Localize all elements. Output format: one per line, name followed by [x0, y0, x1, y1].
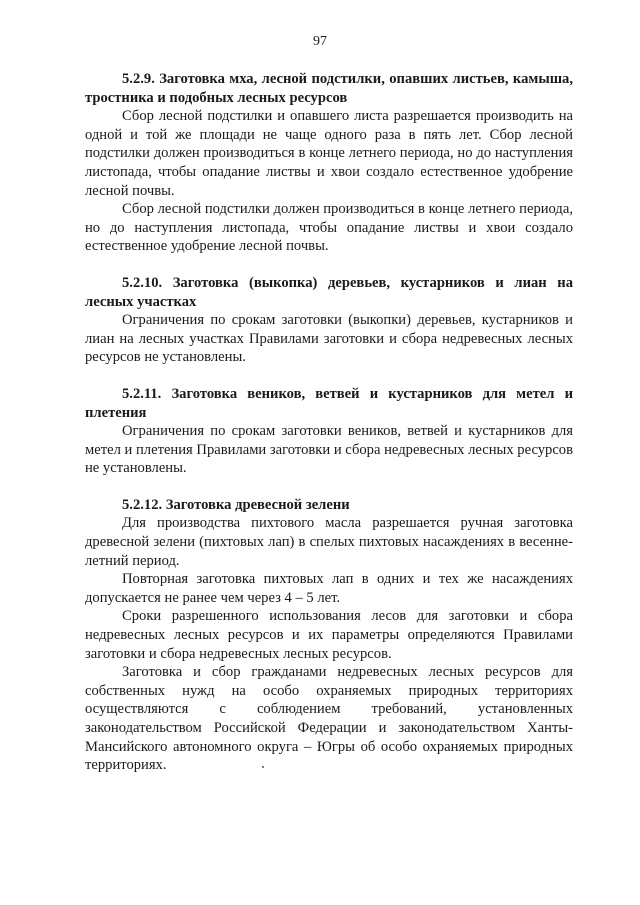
section-5-2-10: [85, 274, 573, 367]
paragraph: Для производства пихтового масла разрешается ручная заготовка древесной зелени (пихтовых лап) в спелых пихтовых насаждениях в весенне-летний период.: [85, 515, 573, 569]
paragraph: Заготовка и сбор гражданами недревесных лесных ресурсов для собственных нужд на особо охраняемых природных территориях осуществляются с соблюдением требований, установленных законодательством Российской Федерации и законодательством Ханты-Мансийского автономного округа – Югры об особо охраняемых природных территориях.: [85, 664, 573, 774]
section-5-2-11: [85, 385, 573, 478]
paragraph: Сбор лесной подстилки должен производиться в конце летнего периода, но до наступления листопада, чтобы опадание листвы и хвои создало естественное удобрение лесной почвы.: [85, 201, 573, 255]
document-body: [85, 70, 573, 775]
paragraph: Ограничения по срокам заготовки веников, ветвей и кустарников для метел и плетения Правилами заготовки и сбора недревесных лесных ресурсов не установлены.: [85, 423, 573, 477]
section-heading: 5.2.10. Заготовка (выкопка) деревьев, кустарников и лиан на лесных участках: [85, 274, 573, 310]
paragraph: Сроки разрешенного использования лесов для заготовки и сбора недревесных лесных ресурсов и их параметры определяются Правилами заготовки и сбора недревесных лесных ресурсов.: [85, 608, 573, 662]
paragraph: Сбор лесной подстилки и опавшего листа разрешается производить на одной и той же площади не чаще одного раза в пять лет. Сбор лесной подстилки должен производиться в конце летнего периода, но до наступления листопада, чтобы опадание листвы и хвои создало естественное удобрение лесной почвы.: [85, 108, 573, 199]
page-number: 97: [313, 34, 327, 49]
section-heading: 5.2.11. Заготовка веников, ветвей и кустарников для метел и плетения: [85, 385, 573, 421]
section-heading: 5.2.12. Заготовка древесной зелени: [122, 496, 350, 513]
section-5-2-12: [85, 496, 573, 775]
scan-speck: [262, 766, 264, 768]
section-heading: 5.2.9. Заготовка мха, лесной подстилки, опавших листьев, камыша, тростника и подобных лесных ресурсов: [85, 71, 573, 106]
paragraph: Повторная заготовка пихтовых лап в одних и тех же насаждениях допускается не ранее чем через 4 – 5 лет.: [85, 571, 573, 606]
paragraph: Ограничения по срокам заготовки (выкопки) деревьев, кустарников и лиан на лесных участках Правилами заготовки и сбора недревесных лесных ресурсов не установлены.: [85, 312, 573, 366]
section-5-2-9: [85, 70, 573, 256]
